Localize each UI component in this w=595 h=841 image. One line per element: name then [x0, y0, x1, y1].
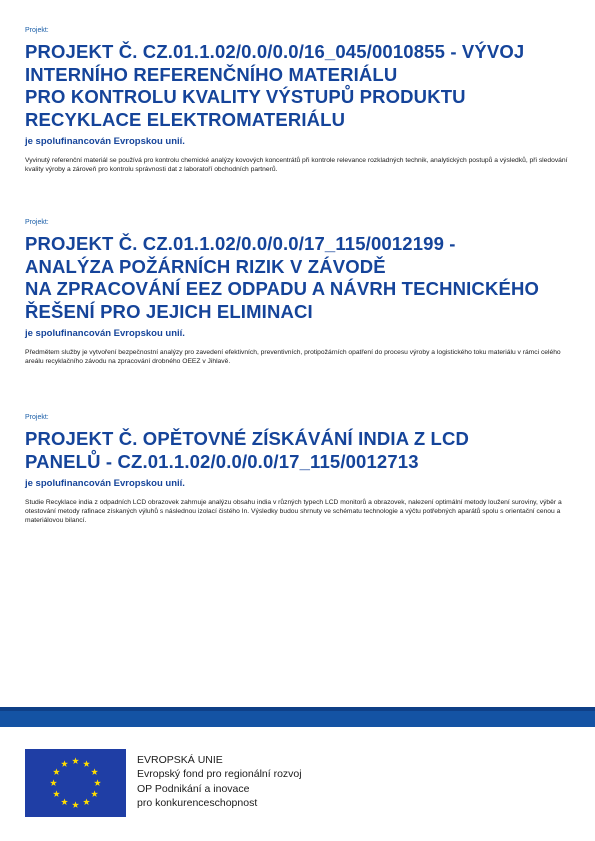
- cofinanced-note: je spolufinancován Evropskou unií.: [25, 478, 185, 489]
- project-description: Studie Recyklace india z odpadních LCD obrazovek zahrnuje analýzu obsahu india v různých typech LCD monitorů a obrazovek, nalezení optimální metody loužení suroviny, výběr a otestování metody rafinace získaných výluhů s následnou izolací čistého In. Výsledky budou shrnuty ve schématu technologie a výčtu potřebných aparátů spolu s orientační cenou a materiálovou bilancí.: [25, 499, 562, 525]
- project-title-line: RECYKLACE ELEKTROMATERIÁLU: [25, 108, 346, 130]
- project-title: [25, 41, 573, 131]
- eu-text-line: EVROPSKÁ UNIE: [137, 754, 223, 766]
- project-title-line: ANALÝZA POŽÁRNÍCH RIZIK V ZÁVODĚ: [25, 255, 386, 277]
- project-title-line: PANELŮ - CZ.01.1.02/0.0/0.0/17_115/0012713: [25, 450, 419, 472]
- eu-text-line: OP Podnikání a inovace: [137, 782, 250, 795]
- project-title-line: PROJEKT Č. CZ.01.1.02/0.0/0.0/16_045/0010855 - VÝVOJ: [25, 41, 525, 62]
- project-title-line: ŘEŠENÍ PRO JEJICH ELIMINACI: [25, 300, 313, 322]
- project-section-1: [25, 26, 573, 174]
- project-title-line: PRO KONTROLU KVALITY VÝSTUPŮ PRODUKTU: [25, 86, 466, 107]
- project-title-line: INTERNÍHO REFERENČNÍHO MATERIÁLU: [25, 63, 398, 85]
- project-kicker: Projekt:: [25, 414, 49, 421]
- project-title: [25, 428, 573, 473]
- project-kicker: Projekt:: [25, 27, 49, 34]
- footer-band: [0, 707, 595, 727]
- eu-funding-text: [137, 753, 437, 810]
- project-kicker: Projekt:: [25, 219, 49, 226]
- project-title: [25, 233, 573, 323]
- project-description: Předmětem služby je vytvoření bezpečnostní analýzy pro zavedení efektivních, preventivních, protipožárních opatření do procesu výroby a logistického toku materiálu v rámci celého areálu recyklačního závodu na zpracování drobného OEEZ v Jihlavě.: [25, 349, 561, 366]
- project-section-3: [25, 413, 573, 526]
- project-section-2: [25, 218, 573, 366]
- eu-text-line: pro konkurenceschopnost: [137, 796, 258, 809]
- project-title-line: PROJEKT Č. CZ.01.1.02/0.0/0.0/17_115/0012199 -: [25, 233, 456, 254]
- cofinanced-note: je spolufinancován Evropskou unií.: [25, 328, 185, 339]
- project-description: Vyvinutý referenční materiál se používá pro kontrolu chemické analýzy kovových koncentrátů při kontrole relevance rozkladných technik, analytických postupů a výsledků, při sledování kvality výroby a zároveň pro kontrolu správnosti dat z laboratoří obchodních partnerů.: [25, 157, 568, 174]
- eu-flag-svg: [25, 749, 126, 817]
- cofinanced-note: je spolufinancován Evropskou unií.: [25, 136, 185, 147]
- footer-band-stripe: [0, 707, 595, 711]
- eu-text-line: Evropský fond pro regionální rozvoj: [137, 768, 302, 781]
- project-title-line: PROJEKT Č. OPĚTOVNÉ ZÍSKÁVÁNÍ INDIA Z LCD: [25, 428, 470, 449]
- eu-flag-icon: [25, 749, 126, 817]
- project-title-line: NA ZPRACOVÁNÍ EEZ ODPADU A NÁVRH TECHNICKÉHO: [25, 278, 539, 299]
